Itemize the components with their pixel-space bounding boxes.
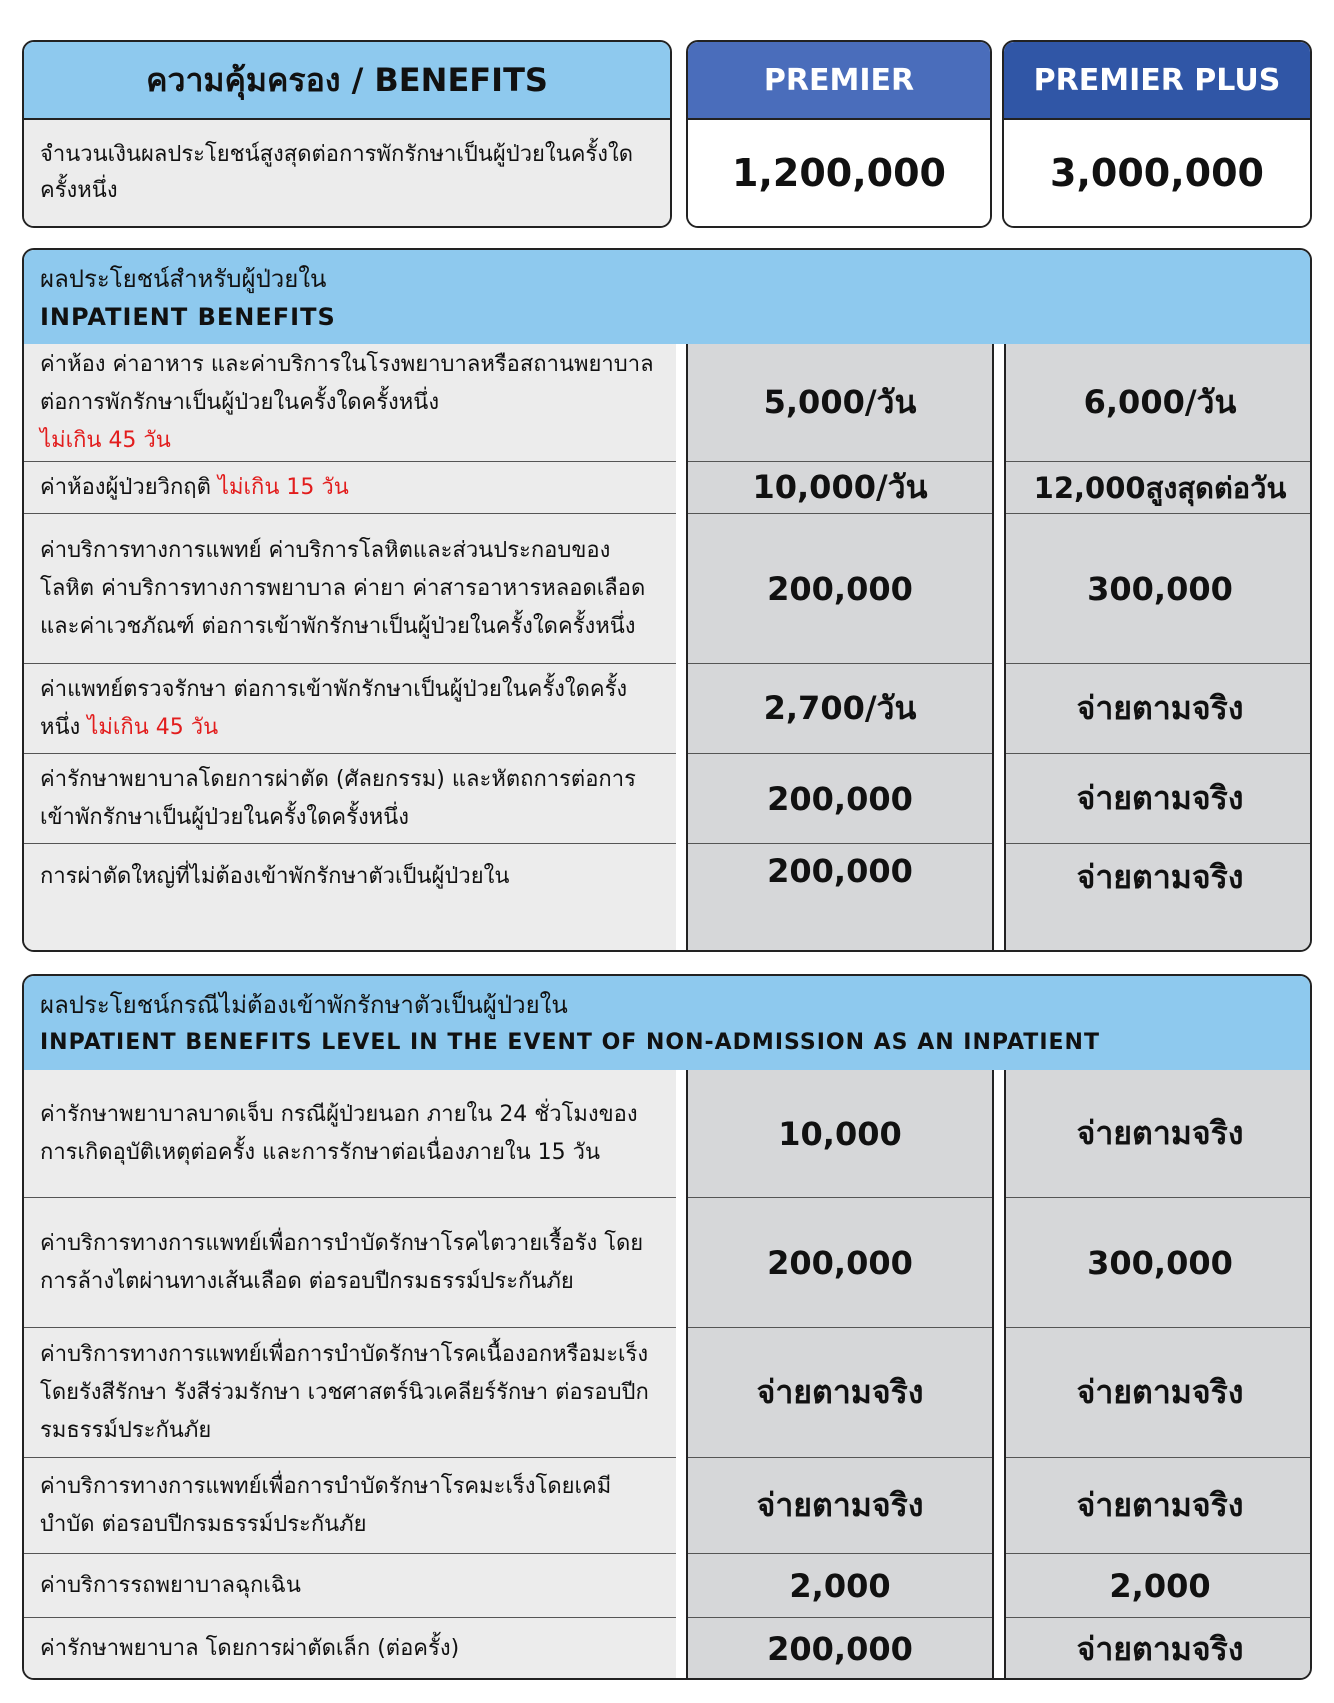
premier-value: 5,000/วัน: [763, 383, 917, 421]
table-row: [24, 1198, 676, 1328]
inpatient-benefits-section: [22, 248, 1312, 952]
table-row: [24, 1070, 676, 1198]
premier-value: 10,000: [778, 1114, 902, 1153]
premier-plan-name: PREMIER: [688, 42, 990, 120]
benefit-label: ค่ารักษาพยาบาลโดยการผ่าตัด (ศัลยกรรม) และหัตถการต่อการเข้าพักรักษาเป็นผู้ป่วยในครั้งใดครั้งหนึ่ง: [40, 766, 636, 830]
section-title: [24, 250, 1310, 348]
premier-value: จ่ายตามจริง: [756, 1373, 924, 1411]
benefit-label-column: [24, 344, 676, 950]
premier-column: [686, 344, 994, 950]
premier-plus-column: [1004, 1070, 1312, 1678]
premier-plus-value: จ่ายตามจริง: [1076, 858, 1244, 896]
table-row: [24, 844, 676, 952]
premier-value: 2,700/วัน: [763, 689, 917, 727]
premier-plus-value: 12,000สูงสุดต่อวัน: [1033, 470, 1287, 505]
premier-plus-value: จ่ายตามจริง: [1076, 1486, 1244, 1524]
premier-plan-header: [686, 40, 992, 228]
premier-plus-plan-header: [1002, 40, 1312, 228]
benefit-label: การผ่าตัดใหญ่ที่ไม่ต้องเข้าพักรักษาตัวเป็นผู้ป่วยใน: [40, 864, 510, 889]
premier-plus-value: 2,000: [1109, 1566, 1211, 1605]
benefits-title: ความคุ้มครอง / BENEFITS: [24, 42, 670, 120]
premier-plus-plan-name: PREMIER PLUS: [1004, 42, 1310, 120]
premier-plus-value: 300,000: [1087, 569, 1233, 608]
table-row: [24, 664, 676, 754]
benefit-label: ค่าบริการรถพยาบาลฉุกเฉิน: [40, 1572, 301, 1598]
limit-note: ไม่เกิน 45 วัน: [87, 714, 219, 740]
premier-plus-value: จ่ายตามจริง: [1076, 1373, 1244, 1411]
premier-plus-value: 6,000/วัน: [1083, 383, 1237, 421]
benefit-label-column: [24, 1070, 676, 1678]
benefit-label: ค่ารักษาพยาบาล โดยการผ่าตัดเล็ก (ต่อครั้ง): [40, 1636, 460, 1661]
premier-value: 2,000: [789, 1566, 891, 1605]
benefit-label: ค่าห้องผู้ป่วยวิกฤติ: [40, 474, 211, 500]
max-benefit-label: จำนวนเงินผลประโยชน์สูงสุดต่อการพักรักษาเป็นผู้ป่วยในครั้งใดครั้งหนึ่ง: [24, 120, 670, 226]
premier-plus-value: 300,000: [1087, 1243, 1233, 1282]
table-row: [24, 514, 676, 664]
premier-value: 200,000: [767, 779, 913, 818]
benefit-label: ค่าบริการทางการแพทย์เพื่อการบำบัดรักษาโรคเนื้องอกหรือมะเร็ง โดยรังสีรักษา รังสีร่วมรักษา เวชศาสตร์นิวเคลียร์รักษา ต่อรอบปีกรมธรรม์ประกันภัย: [40, 1341, 649, 1443]
limit-note: ไม่เกิน 15 วัน: [217, 474, 349, 500]
limit-note: ไม่เกิน 45 วัน: [40, 427, 171, 453]
premier-value: จ่ายตามจริง: [756, 1486, 924, 1524]
table-row: [24, 1554, 676, 1618]
premier-plus-column: [1004, 344, 1312, 950]
premier-value: 10,000/วัน: [752, 468, 928, 506]
premier-value: 200,000: [767, 569, 913, 608]
non-admission-benefits-section: [22, 974, 1312, 1680]
section-title-en: INPATIENT BENEFITS LEVEL IN THE EVENT OF NON-ADMISSION AS AN INPATIENT: [40, 1030, 1100, 1055]
table-row: [24, 462, 676, 514]
table-row: [24, 344, 676, 462]
premier-value: 200,000: [767, 852, 913, 890]
table-row: [24, 1458, 676, 1554]
section-title-th: ผลประโยชน์สำหรับผู้ป่วยใน: [40, 265, 327, 293]
benefit-label: ค่าแพทย์ตรวจรักษา ต่อการเข้าพักรักษาเป็นผู้ป่วยในครั้งใดครั้งหนึ่ง: [40, 676, 628, 740]
benefit-label: ค่าบริการทางการแพทย์เพื่อการบำบัดรักษาโรคไตวายเรื้อรัง โดยการล้างไตผ่านทางเส้นเลือด ต่อรอบปีกรมธรรม์ประกันภัย: [40, 1230, 644, 1294]
premier-plus-value: จ่ายตามจริง: [1076, 1114, 1244, 1152]
premier-plus-max-value: 3,000,000: [1004, 120, 1310, 226]
benefit-label: ค่ารักษาพยาบาลบาดเจ็บ กรณีผู้ป่วยนอก ภายใน 24 ชั่วโมงของการเกิดอุบัติเหตุต่อครั้ง และการรักษาต่อเนื่องภายใน 15 วัน: [40, 1101, 638, 1165]
section-title-th: ผลประโยชน์กรณีไม่ต้องเข้าพักรักษาตัวเป็นผู้ป่วยใน: [40, 991, 568, 1019]
section-title: [24, 976, 1310, 1074]
premier-value: 200,000: [767, 1630, 913, 1668]
table-row: [24, 754, 676, 844]
table-row: [24, 1328, 676, 1458]
premier-plus-value: จ่ายตามจริง: [1076, 1629, 1244, 1668]
premier-column: [686, 1070, 994, 1678]
premier-value: 200,000: [767, 1243, 913, 1282]
premier-plus-value: จ่ายตามจริง: [1076, 689, 1244, 727]
benefit-label: ค่าห้อง ค่าอาหาร และค่าบริการในโรงพยาบาลหรือสถานพยาบาลต่อการพักรักษาเป็นผู้ป่วยในครั้งใดครั้งหนึ่ง: [40, 351, 654, 415]
benefit-label: ค่าบริการทางการแพทย์ ค่าบริการโลหิตและส่วนประกอบของโลหิต ค่าบริการทางการพยาบาล ค่ายา ค่าสารอาหารหลอดเลือด และค่าเวชภัณฑ์ ต่อการเข้าพักรักษาเป็นผู้ป่วยในครั้งใดครั้งหนึ่ง: [40, 537, 646, 639]
benefit-label: ค่าบริการทางการแพทย์เพื่อการบำบัดรักษาโรคมะเร็งโดยเคมีบำบัด ต่อรอบปีกรมธรรม์ประกันภัย: [40, 1473, 612, 1537]
premier-max-value: 1,200,000: [688, 120, 990, 226]
premier-plus-value: จ่ายตามจริง: [1076, 779, 1244, 817]
table-row: [24, 1618, 676, 1680]
section-title-en: INPATIENT BENEFITS: [40, 303, 336, 331]
benefits-header: [22, 40, 672, 228]
